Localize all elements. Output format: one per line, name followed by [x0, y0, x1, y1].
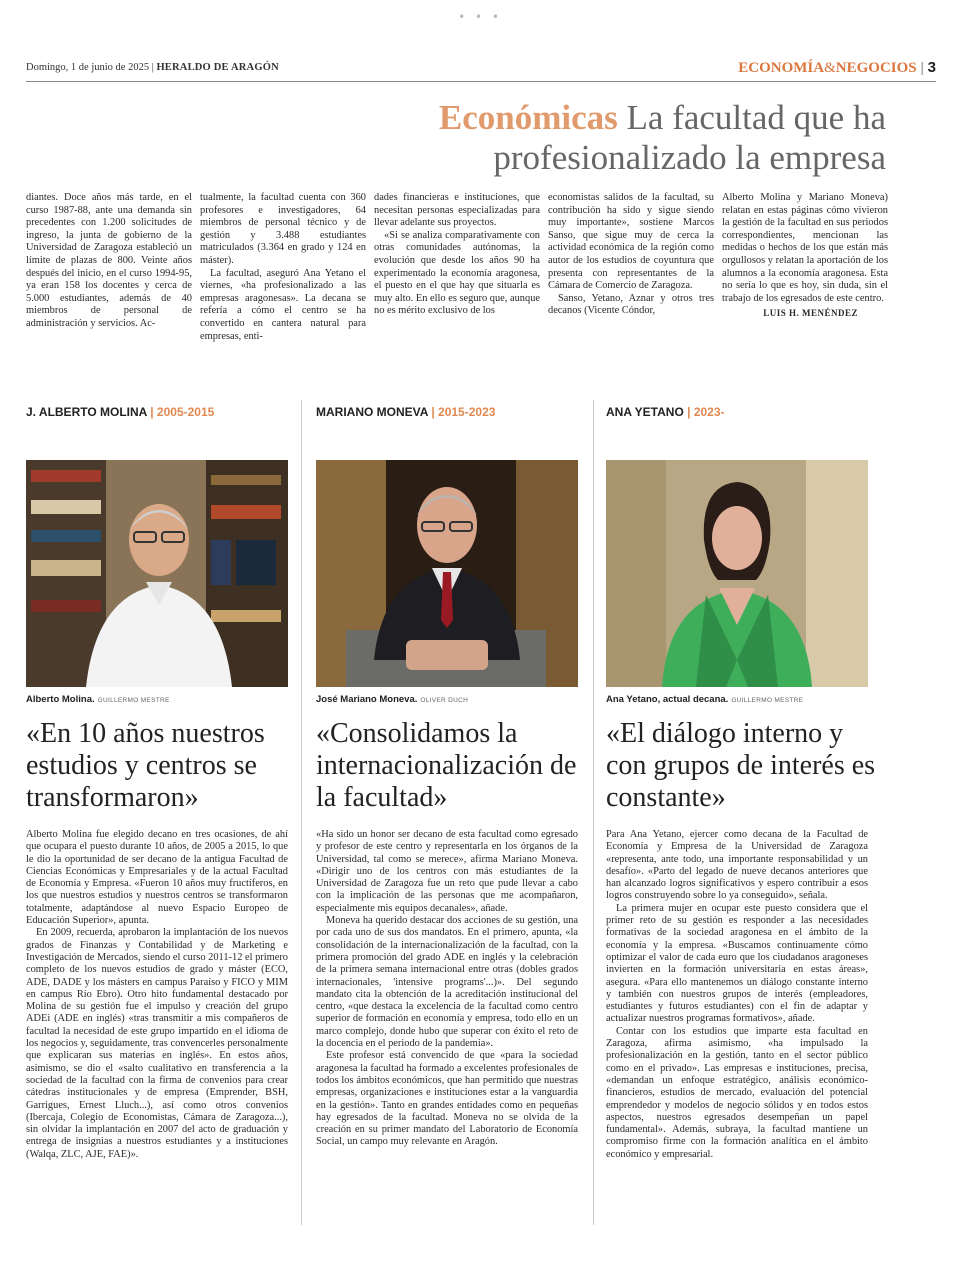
caption-name: Alberto Molina. — [26, 694, 95, 705]
profile-name: J. ALBERTO MOLINA — [26, 405, 147, 419]
caption-name: Ana Yetano, actual decana. — [606, 694, 729, 705]
intro-paragraph: Sanso, Yetano, Aznar y otros tres decanos (Vicente Cóndor, — [548, 292, 714, 317]
photo-mariano-moneva — [316, 460, 578, 687]
pull-quote: «Consolidamos la internacionalización de la facultad» — [316, 718, 577, 813]
body-paragraph: En 2009, recuerda, aprobaron la implantación de los nuevos grados de Finanzas y Contabilidad y de Marketing e Investigación de Mercados, siendo el curso 2011-12 el primero completo de los nuevos estudios de grado y máster (ECO, ADE, DADE y los másters en campus Paraíso y FICO y MIM en campus Río Ebro). Otro hito fundamental destacado por Molina de su gestión fue el impulso y creación del grupo ADEi (ADE en inglés) «tras transmitir a mis compañeros de facultad la necesidad de este grupo impartido en el idioma de los negocios y, seguidamente, tras convencerles personalmente que explicaran sus materias en inglés». En estos años, asimismo, se dio el «salto cualitativo en transferencia a la sociedad de la facultad con la firma de convenios para crear cátedras institucionales y de empresa (Emprender, BSH, Garrigues, Ernest Lluch...), así como otros convenios (Ibercaja, Colegio de Economistas, Cámara de Zaragoza...), sin olvidar la implantación en 2007 del acto de graduación y entrega de insignias a nuestros estudiantes y a instituciones (Walqa, ZLC, AJE, FAE)». — [26, 927, 288, 1160]
headline-line1: La facultad que ha — [617, 98, 886, 137]
page-headline — [186, 98, 886, 178]
profile-tag — [316, 405, 578, 419]
profile-years: 2005-2015 — [156, 405, 215, 419]
photo-caption — [26, 694, 170, 705]
header-section — [738, 59, 936, 77]
profile-body — [26, 829, 288, 1161]
caption-name: José Mariano Moneva. — [316, 694, 418, 705]
profile-name: MARIANO MONEVA — [316, 405, 428, 419]
body-paragraph: Este profesor está convencido de que «para la sociedad aragonesa la facultad ha formado a excelentes profesionales de todos los ámbitos económicos, que han permitido que nuestras empresas, organizaciones e instituciones estar a la vanguardia en la gestión». Tanto en grandes entidades como en pequeñas hay egresados de la facultad. Moneva no se olvida de la creación en su primer mandato del Laboratorio de Economía Social, un campo muy relevante en Aragón. — [316, 1050, 578, 1148]
header-dateline — [26, 62, 279, 73]
body-paragraph: Contar con los estudios que imparte esta facultad en Zaragoza, afirma asimismo, «ha impulsado la profesionalización en la gestión, tanto en el sector público como en el privado». Las empresas e instituciones, precisa, «demandan un enfoque estratégico, análisis económico-financieros, estudios de mercado, evaluación del potencial emprendedor y modelos de negocio sólidos y en todos estos aspectos, nuestros egresados desempeñan un papel fundamental». Además, subraya, la facultad mantiene un compromiso firme con la formación analítica en el ámbito económico y empresarial. — [606, 1025, 868, 1160]
intro-paragraph: economistas salidos de la facultad, su contribución ha sido y sigue siendo muy importante», sostiene Marcos Sanso, que sigue muy de cerca la actividad económica de la región como autor de los estudios de coyuntura que presenta con representantes de la Cámara de Comercio de Zaragoza. — [548, 192, 714, 292]
photo-credit: GUILLERMO MESTRE — [97, 697, 170, 704]
header-paper-name: HERALDO DE ARAGÓN — [156, 62, 279, 73]
intro-paragraph: «Si se analiza comparativamente con otras comunidades autónomas, la evolución que desde los años 90 ha experimentado la economía aragonesa, el puesto en el que hay que situarla es muy alto. En ello es seguro que, aunque no es mérito exclusivo de los — [374, 229, 540, 317]
body-paragraph: Para Ana Yetano, ejercer como decana de la Facultad de Economía y Empresa de la Universidad de Zaragoza «representa, ante todo, una importante responsabilidad y un desafío». «Parto del legado de nueve decanos anteriores que han alcanzado logros significativos y espero contribuir a esos logros construyendo sobre lo ya conseguido», señala. — [606, 829, 868, 902]
headline-line2: profesionalizado la empresa — [493, 138, 886, 177]
headline-kicker: Económicas — [438, 98, 618, 137]
header-date: Domingo, 1 de junio de 2025 — [26, 62, 150, 73]
intro-column-5 — [722, 192, 888, 320]
photo-credit: GUILLERMO MESTRE — [731, 697, 804, 704]
intro-column-3 — [374, 192, 540, 318]
section-economia: ECONOMÍA — [738, 60, 825, 76]
intro-column-4 — [548, 192, 714, 318]
pull-quote: «En 10 años nuestros estudios y centros se transformaron» — [26, 718, 265, 813]
body-paragraph: Alberto Molina fue elegido decano en tres ocasiones, de ahí que ocupara el puesto durante 10 años, de 2005 a 2015, lo que le dio la oportunidad de ser decano de la antigua Facultad de Ciencias Económicas y Empresariales y de la actual Facultad de Economía y Empresa. «Fueron 10 años muy fructíferos, en los que nuestros estudios y nuestros centros se transformaron totalmente, adaptándose al nuevo Espacio Europeo de Educación Superior», apunta. — [26, 829, 288, 927]
profile-body — [316, 829, 578, 1149]
photo-alberto-molina — [26, 460, 288, 687]
body-paragraph: Moneva ha querido destacar dos acciones de su gestión, una por cada uno de sus dos mandatos. En el primero, apunta, «la consolidación de la internacionalización de la facultad, con la primera promoción del grado ADE en inglés y la celebración de la primera semana internacional entre otras (dobles grados internacionales, 'intensive programs'...)». Del segundo mandato cita la obtención de la acreditación institucional del centro, «que destaca la excelencia de la facultad como centro superior de formación en economía y empresa, todo ello en un marco complejo, donde hubo que superar con éxito el reto de la docencia en el periodo de la pandemia». — [316, 915, 578, 1050]
intro-paragraph: La facultad, aseguró Ana Yetano el viernes, «ha profesionalizado a las empresas aragonesas». La decana se refería a cómo el centro se ha convertido en cantera natural para empresas, enti- — [200, 267, 366, 342]
section-amp: & — [824, 60, 836, 76]
profile-yetano — [606, 405, 876, 1160]
profile-tag — [606, 405, 868, 419]
profile-moneva — [316, 405, 578, 1148]
intro-paragraph: Alberto Molina y Mariano Moneva) relatan en estas páginas cómo vivieron la gestión de la facultad en sus periodos correspondientes, mencionan las medidas o hechos de los que están más orgullosos y relatan la aportación de los alumnos a la economía aragonesa. Esta no sería lo que es hoy, sin duda, sin el trabajo de los egresados de este centro. — [722, 192, 888, 304]
profile-sep: | — [146, 405, 157, 419]
intro-article — [26, 192, 886, 352]
page-header — [26, 60, 936, 82]
profile-years: 2023- — [693, 405, 725, 419]
profile-tag — [26, 405, 288, 419]
profile-years: 2015-2023 — [438, 405, 496, 419]
photo-caption — [606, 694, 803, 705]
profile-body — [606, 829, 868, 1161]
photo-credit: OLIVER DUCH — [420, 697, 469, 704]
intro-column-2 — [200, 192, 366, 343]
section-negocios: NEGOCIOS — [835, 60, 917, 76]
profile-sep: | — [683, 405, 694, 419]
profile-name: ANA YETANO — [606, 405, 684, 419]
intro-paragraph: dades financieras e instituciones, que necesitan personas especializadas para llevar adelante sus proyectos. — [374, 192, 540, 229]
page-number: 3 — [927, 59, 936, 76]
photo-caption — [316, 694, 468, 705]
intro-paragraph: diantes. Doce años más tarde, en el curso 1987-88, ante una demanda sin precedentes con 1.200 solicitudes de ingreso, la junta de gobierno de la Universidad de Zaragoza estableció un límite de plazas de 800. Veinte años después del inicio, en el curso 1994-95, ya eran 158 los docentes y cerca de 5.000 estudiantes, además de 40 miembros de personal de administración y servicios. Ac- — [26, 192, 192, 329]
photo-ana-yetano — [606, 460, 868, 687]
profile-sep: | — [428, 405, 439, 419]
page-dots: • • • — [458, 10, 502, 24]
section-pipe: | — [920, 60, 924, 76]
intro-column-1 — [26, 192, 192, 331]
header-separator: | — [151, 62, 154, 73]
intro-paragraph: tualmente, la facultad cuenta con 360 profesores e investigadores, 64 miembros de personal técnico y de gestión y 3.488 estudiantes matriculados (3.364 en grado y 124 en máster). — [200, 192, 366, 266]
body-paragraph: «Ha sido un honor ser decano de esta facultad como egresado y profesor de este centro y representarla en los órganos de la Universidad, tal como se merece», afirma Mariano Moneva. «Dirigir uno de los centros con más estudiantes de la Universidad de Zaragoza fue un reto que pude llevar a cabo con la implicación de las personas que me acompañaron, especialmente mis equipos decanales», añade. — [316, 829, 578, 914]
body-paragraph: La primera mujer en ocupar este puesto considera que el primer reto de su gestión es responder a las necesidades formativas de la sociedad aragonesa en el ámbito de la economía y la empresa. «Buscamos continuamente cómo optimizar el valor de cada euro que los ciudadanos aragoneses invierten en la formación universitaria en estas áreas», asegura. «Para ello mantenemos un diálogo constante interno y también con nuestros grupos de interés (empleadores, estudiantes y futuros estudiantes) con el fin de adaptar y actualizar nuestros programas formativos», añade. — [606, 902, 868, 1025]
profile-molina — [26, 405, 288, 1160]
author-signature: LUIS H. MENÉNDEZ — [763, 308, 858, 319]
pull-quote: «El diálogo interno y con grupos de interés es constante» — [606, 718, 876, 813]
